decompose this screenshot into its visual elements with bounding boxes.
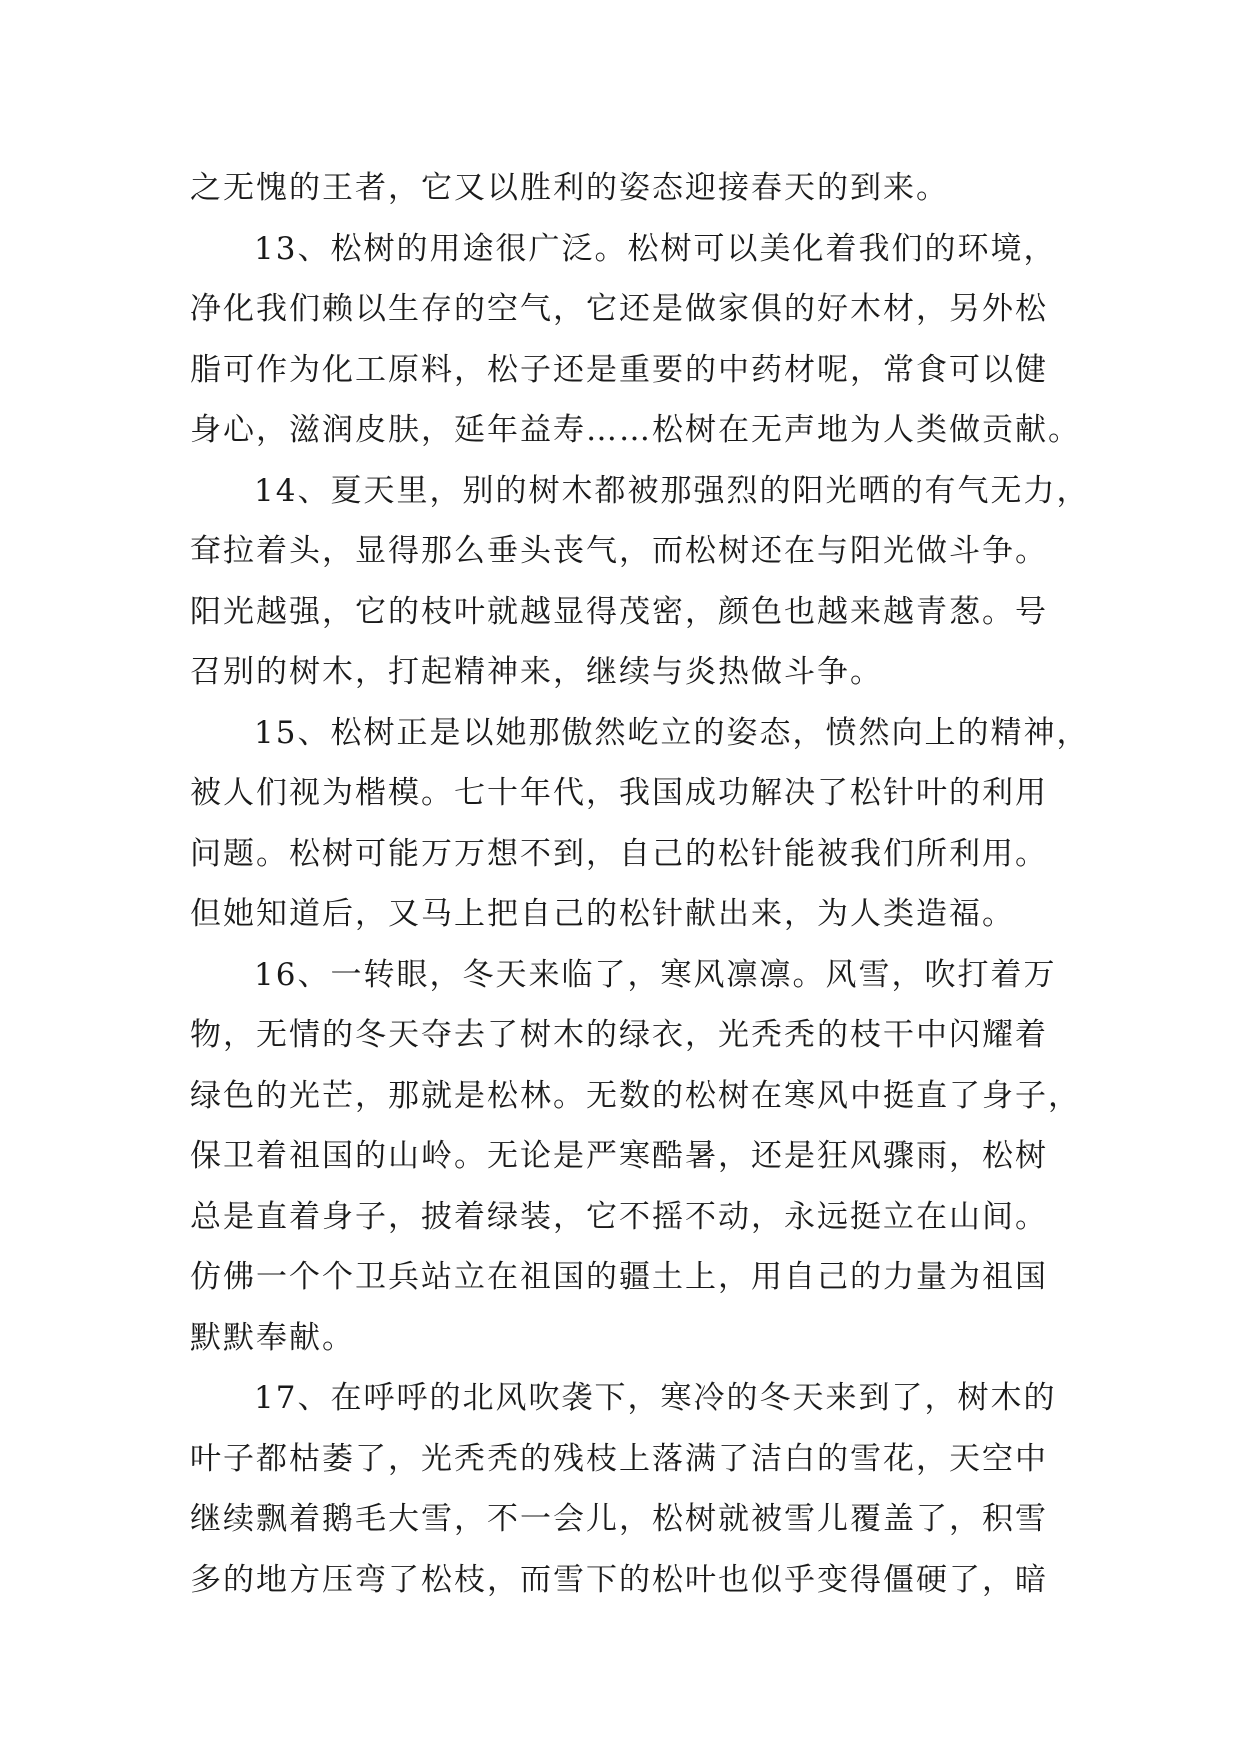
paragraph-16-start: 16、一转眼，冬天来临了，寒风凛凛。风雪，吹打着万	[254, 956, 1057, 993]
text-line: 净化我们赖以生存的空气，它还是做家俱的好木材，另外松	[190, 291, 1048, 327]
text-line: 被人们视为楷模。七十年代，我国成功解决了松针叶的利用	[190, 775, 1048, 811]
text-line: 身心，滋润皮肤，延年益寿……松树在无声地为人类做贡献。	[190, 412, 1081, 448]
paragraph-13-start: 13、松树的用途很广泛。松树可以美化着我们的环境，	[254, 230, 1057, 267]
text-line: 多的地方压弯了松枝，而雪下的松叶也似乎变得僵硬了，暗	[190, 1561, 1048, 1598]
text-line: 仿佛一个个卫兵站立在祖国的疆土上，用自己的力量为祖国	[190, 1259, 1048, 1295]
text-line: 阳光越强，它的枝叶就越显得茂密，颜色也越来越青葱。号	[190, 593, 1048, 630]
text-line: 保卫着祖国的山岭。无论是严寒酷暑，还是狂风骤雨，松树	[190, 1138, 1048, 1174]
paragraph-14-start: 14、夏天里，别的树木都被那强烈的阳光晒的有气无力，	[254, 472, 1090, 509]
paragraph-15-start: 15、松树正是以她那傲然屹立的姿态，愤然向上的精神，	[254, 714, 1090, 751]
text-line: 之无愧的王者，它又以胜利的姿态迎接春天的到来。	[190, 170, 949, 206]
text-line: 脂可作为化工原料，松子还是重要的中药材呢，常食可以健	[190, 351, 1048, 388]
text-line: 物，无情的冬天夺去了树木的绿衣，光秃秃的枝干中闪耀着	[190, 1017, 1048, 1053]
text-line: 问题。松树可能万万想不到，自己的松针能被我们所利用。	[190, 835, 1048, 872]
text-line: 但她知道后，又马上把自己的松针献出来，为人类造福。	[190, 896, 1015, 932]
text-line: 绿色的光芒，那就是松林。无数的松树在寒风中挺直了身子，	[190, 1077, 1081, 1114]
text-line: 总是直着身子，披着绿装，它不摇不动，永远挺立在山间。	[190, 1198, 1048, 1235]
text-line: 叶子都枯萎了，光秃秃的残枝上落满了洁白的雪花，天空中	[190, 1440, 1048, 1477]
paragraph-17-start: 17、在呼呼的北风吹袭下，寒冷的冬天来到了，树木的	[254, 1380, 1057, 1416]
text-line: 召别的树木，打起精神来，继续与炎热做斗争。	[190, 654, 883, 690]
text-line: 耷拉着头，显得那么垂头丧气，而松树还在与阳光做斗争。	[190, 533, 1048, 569]
text-line: 默默奉献。	[190, 1319, 355, 1356]
body-text	[190, 158, 1090, 1610]
text-line: 继续飘着鹅毛大雪，不一会儿，松树就被雪儿覆盖了，积雪	[190, 1501, 1048, 1537]
